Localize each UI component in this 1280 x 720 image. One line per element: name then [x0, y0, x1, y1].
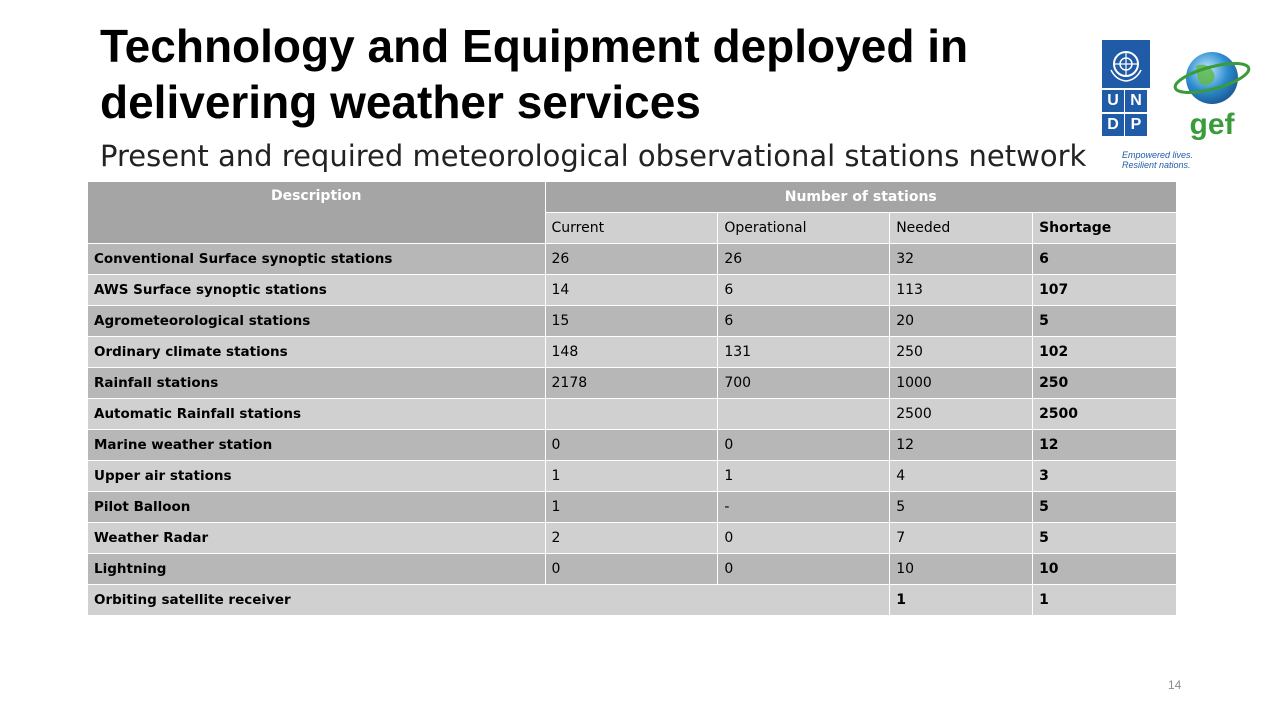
- row-needed: 10: [890, 554, 1033, 585]
- row-needed: 2500: [890, 399, 1033, 430]
- row-name: Marine weather station: [88, 430, 546, 461]
- row-operational: 6: [718, 275, 890, 306]
- row-name: Conventional Surface synoptic stations: [88, 244, 546, 275]
- row-name: Rainfall stations: [88, 368, 546, 399]
- row-name: Weather Radar: [88, 523, 546, 554]
- table-row: [88, 337, 1177, 368]
- row-operational: 131: [718, 337, 890, 368]
- undp-tagline-line-2: Resilient nations.: [1122, 160, 1191, 170]
- slide-title: Technology and Equipment deployed in delivering weather services: [100, 20, 969, 128]
- row-needed: 12: [890, 430, 1033, 461]
- undp-letter-n: N: [1125, 90, 1147, 112]
- subheader-operational: Operational: [718, 213, 890, 244]
- undp-letter-p: P: [1125, 114, 1147, 136]
- row-operational: 700: [718, 368, 890, 399]
- table-row: [88, 492, 1177, 523]
- row-shortage: 10: [1033, 554, 1177, 585]
- table-row: [88, 275, 1177, 306]
- gef-logo-icon: [1172, 44, 1252, 144]
- header-description: Description: [88, 182, 546, 244]
- undp-letter-u: U: [1102, 90, 1124, 112]
- row-operational: 0: [718, 554, 890, 585]
- row-needed: 113: [890, 275, 1033, 306]
- row-current: 1: [545, 492, 718, 523]
- undp-letter-d: D: [1102, 114, 1124, 136]
- table-row: [88, 523, 1177, 554]
- table-row: [88, 306, 1177, 337]
- row-operational: -: [718, 492, 890, 523]
- row-shortage: 1: [1033, 585, 1177, 616]
- row-operational: 0: [718, 523, 890, 554]
- row-name: Pilot Balloon: [88, 492, 546, 523]
- row-shortage: 250: [1033, 368, 1177, 399]
- row-shortage: 102: [1033, 337, 1177, 368]
- row-operational: 6: [718, 306, 890, 337]
- subheader-shortage: Shortage: [1033, 213, 1177, 244]
- row-current: [545, 399, 718, 430]
- row-needed: 7: [890, 523, 1033, 554]
- row-operational: [718, 399, 890, 430]
- row-shortage: 5: [1033, 492, 1177, 523]
- row-operational: 1: [718, 461, 890, 492]
- row-current: 26: [545, 244, 718, 275]
- table-row: [88, 399, 1177, 430]
- table-row: [88, 368, 1177, 399]
- un-emblem-icon: [1102, 40, 1150, 88]
- table-row: [88, 461, 1177, 492]
- row-name: Orbiting satellite receiver: [88, 585, 890, 616]
- row-current: 2178: [545, 368, 718, 399]
- table-header-row: [88, 182, 1177, 213]
- page-number: 14: [1168, 678, 1182, 692]
- row-shortage: 5: [1033, 306, 1177, 337]
- row-name: AWS Surface synoptic stations: [88, 275, 546, 306]
- row-shortage: 5: [1033, 523, 1177, 554]
- undp-tagline: [1122, 150, 1193, 170]
- undp-tagline-line-1: Empowered lives.: [1122, 150, 1194, 160]
- table-row: [88, 430, 1177, 461]
- row-current: 15: [545, 306, 718, 337]
- row-current: 0: [545, 554, 718, 585]
- row-operational: 26: [718, 244, 890, 275]
- stations-table: [87, 181, 1177, 616]
- row-name: Lightning: [88, 554, 546, 585]
- table-row: [88, 244, 1177, 275]
- undp-logo: [1102, 40, 1152, 136]
- row-shortage: 3: [1033, 461, 1177, 492]
- row-current: 2: [545, 523, 718, 554]
- row-name: Upper air stations: [88, 461, 546, 492]
- row-current: 14: [545, 275, 718, 306]
- row-needed: 1000: [890, 368, 1033, 399]
- row-current: 148: [545, 337, 718, 368]
- logo-group: [1100, 40, 1260, 175]
- row-shortage: 12: [1033, 430, 1177, 461]
- row-name: Automatic Rainfall stations: [88, 399, 546, 430]
- table-row-orbiting-satellite: [88, 585, 1177, 616]
- row-needed: 1: [890, 585, 1033, 616]
- row-name: Ordinary climate stations: [88, 337, 546, 368]
- row-shortage: 107: [1033, 275, 1177, 306]
- subheader-needed: Needed: [890, 213, 1033, 244]
- row-operational: 0: [718, 430, 890, 461]
- header-number-of-stations: Number of stations: [545, 182, 1176, 213]
- slide-subtitle: Present and required meteorological observational stations network: [100, 139, 1087, 173]
- row-current: 1: [545, 461, 718, 492]
- gef-wordmark: gef: [1189, 108, 1235, 141]
- row-needed: 5: [890, 492, 1033, 523]
- row-shortage: 6: [1033, 244, 1177, 275]
- row-needed: 4: [890, 461, 1033, 492]
- row-shortage: 2500: [1033, 399, 1177, 430]
- row-needed: 250: [890, 337, 1033, 368]
- subheader-current: Current: [545, 213, 718, 244]
- row-needed: 20: [890, 306, 1033, 337]
- row-needed: 32: [890, 244, 1033, 275]
- table-row: [88, 554, 1177, 585]
- row-name: Agrometeorological stations: [88, 306, 546, 337]
- row-current: 0: [545, 430, 718, 461]
